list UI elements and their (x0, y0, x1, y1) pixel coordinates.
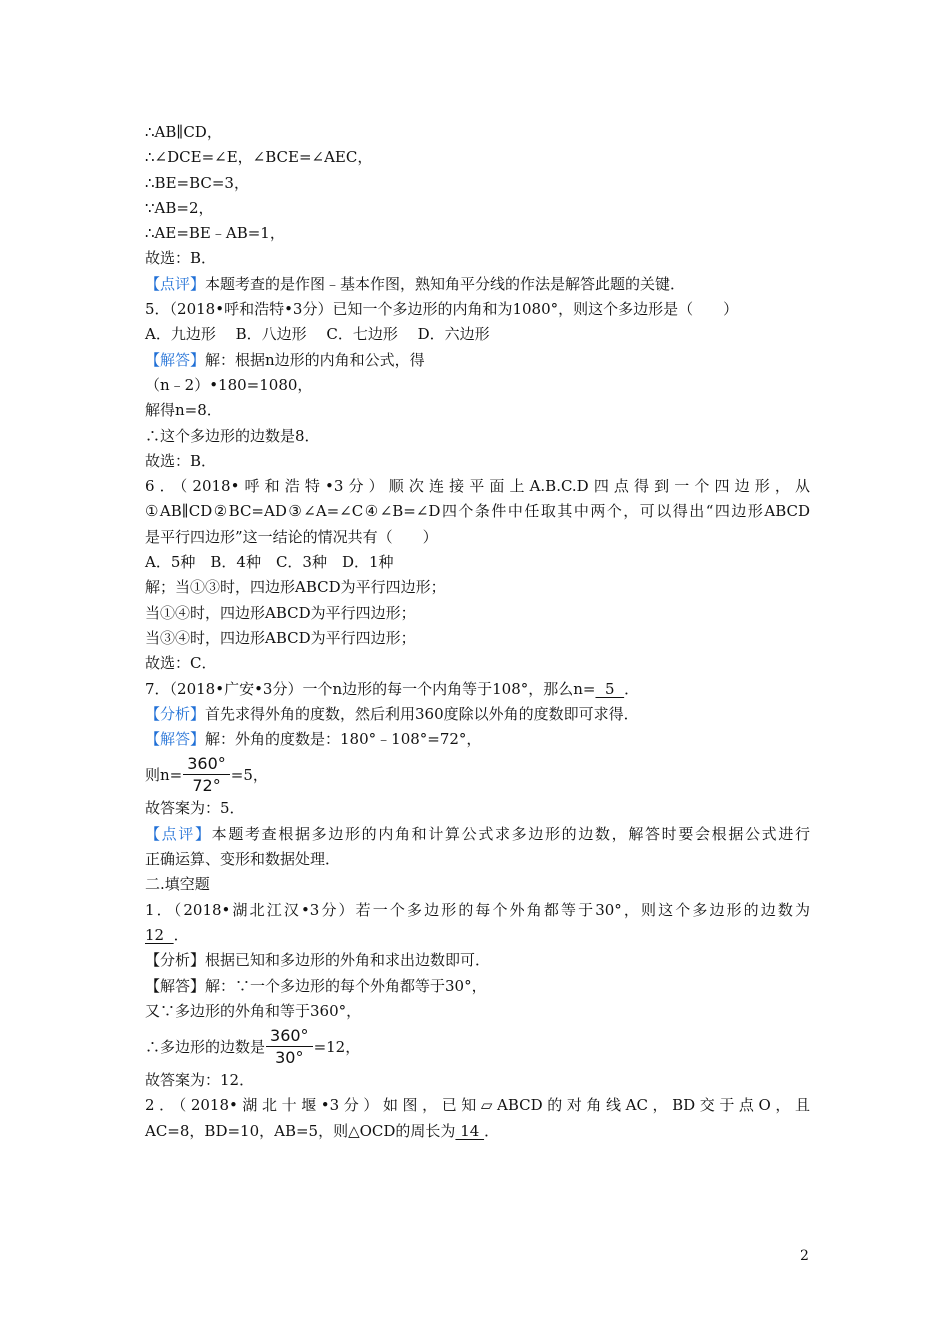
answer-tag: 【解答】 (145, 350, 206, 369)
text-line: ∴AB∥CD， (145, 123, 222, 141)
fraction-numerator: 360° (266, 1026, 313, 1047)
text-line: 故选：B． (145, 451, 217, 470)
text-line: 故选：B． (145, 249, 217, 268)
q6-stem-1: 6．（2018•呼和浩特•3分）顺次连接平面上A.B.C.D四点得到一个四边形，从 (145, 477, 810, 496)
fraction-prefix: ∴多边形的边数是 (145, 1037, 266, 1056)
q5-options: A．九边形 B．八边形 C．七边形 D．六边形 (145, 325, 490, 344)
text-line: ∵AB=2， (145, 198, 214, 217)
q7-comment (145, 822, 810, 847)
text-line: （n﹣2）•180=1080， (145, 375, 313, 394)
fraction-suffix: =12， (313, 1037, 361, 1056)
q7-stem-end: ． (624, 679, 640, 698)
q6-options: A．5种 B．4种 C．3种 D．1种 (145, 553, 394, 572)
document-page (145, 120, 810, 1144)
comment-tag: 【点评】 (145, 274, 206, 293)
fraction-numerator: 360° (183, 754, 230, 775)
q6-stem-3: 是平行四边形”这一结论的情况共有（ ） (145, 527, 438, 546)
fraction (266, 1026, 313, 1067)
answer-text: 解：根据n边形的内角和公式，得 (205, 350, 425, 369)
q4-comment (145, 272, 810, 297)
answer-blank: 14 (455, 1121, 485, 1140)
f2-stem-1: 2．（2018•湖北十堰•3分）如图，已知▱ABCD的对角线AC，BD交于点O，且 (145, 1096, 810, 1115)
text-line: 当①④时，四边形ABCD为平行四边形； (145, 603, 416, 622)
f1-analysis: 【分析】根据已知和多边形的外角和求出边数即可． (145, 951, 491, 970)
q7-analysis (145, 702, 810, 727)
f2-stem-2 (145, 1119, 810, 1144)
q7-final: 故答案为：5． (145, 799, 245, 818)
section-heading: 二.填空题 (145, 875, 210, 894)
q6-stem-2: ①AB∥CD②BC=AD③∠A=∠C④∠B=∠D四个条件中任取其中两个，可以得出“四边形ABCD (145, 502, 810, 521)
answer-tag: 【解答】 (145, 730, 206, 749)
f2-stem-text: AC=8，BD=10，AB=5，则△OCD的周长为 (145, 1121, 456, 1140)
answer-text: 解：外角的度数是：180°﹣108°=72°， (205, 730, 482, 749)
q7-stem-text: 7．（2018•广安•3分）一个n边形的每一个内角等于108°，那么n= (145, 679, 596, 698)
answer-blank: 5 (595, 679, 625, 698)
analysis-text: 首先求得外角的度数，然后利用360度除以外角的度数即可求得． (205, 704, 639, 723)
comment-tag: 【点评】 (145, 824, 212, 843)
text-line: 当③④时，四边形ABCD为平行四边形； (145, 628, 416, 647)
f1-stem: 1．（2018•湖北江汉•3分）若一个多边形的每个外角都等于30°，则这个多边形的边数为 (145, 900, 810, 919)
fraction-denominator: 72° (192, 775, 221, 795)
fraction-suffix: =5， (230, 765, 268, 784)
text-line: 解得n=8． (145, 401, 222, 420)
f2-stem-end: ． (484, 1121, 500, 1140)
page-number: 2 (800, 1248, 809, 1264)
text-line: ∴AE=BE﹣AB=1， (145, 224, 285, 243)
q5-answer (145, 348, 810, 373)
q7-answer (145, 727, 810, 752)
fraction-denominator: 30° (275, 1047, 304, 1067)
q5-stem: 5．（2018•呼和浩特•3分）已知一个多边形的内角和为1080°，则这个多边形是（ ） (145, 300, 739, 319)
q7-fraction-line (145, 752, 810, 796)
q7-stem (145, 677, 810, 702)
f1-answer: 【解答】解：∵一个多边形的每个外角都等于30°， (145, 976, 487, 995)
f1-final: 故答案为：12． (145, 1071, 255, 1090)
fraction (183, 754, 230, 795)
text-line: 解；当①③时，四边形ABCD为平行四边形； (145, 578, 446, 597)
text-line: ∴BE=BC=3， (145, 173, 249, 192)
f1-stem-end: ． (173, 925, 189, 944)
answer-blank: 12 (145, 925, 174, 944)
analysis-tag: 【分析】 (145, 704, 206, 723)
text-line: 故选：C． (145, 654, 217, 673)
text-line: ∴这个多边形的边数是8． (145, 426, 320, 445)
q7-comment-2: 正确运算、变形和数据处理． (145, 850, 341, 869)
comment-text: 本题考查的是作图﹣基本作图，熟知角平分线的作法是解答此题的关键． (205, 274, 686, 293)
fraction-prefix: 则n= (145, 765, 183, 784)
text-line: ∴∠DCE=∠E，∠BCE=∠AEC， (145, 148, 373, 167)
comment-text: 本题考查根据多边形的内角和计算公式求多边形的边数，解答时要会根据公式进行 (211, 824, 810, 843)
f1-line-2: 又∵多边形的外角和等于360°， (145, 1001, 362, 1020)
f1-blank-line (145, 923, 810, 948)
f1-fraction-line (145, 1024, 810, 1068)
